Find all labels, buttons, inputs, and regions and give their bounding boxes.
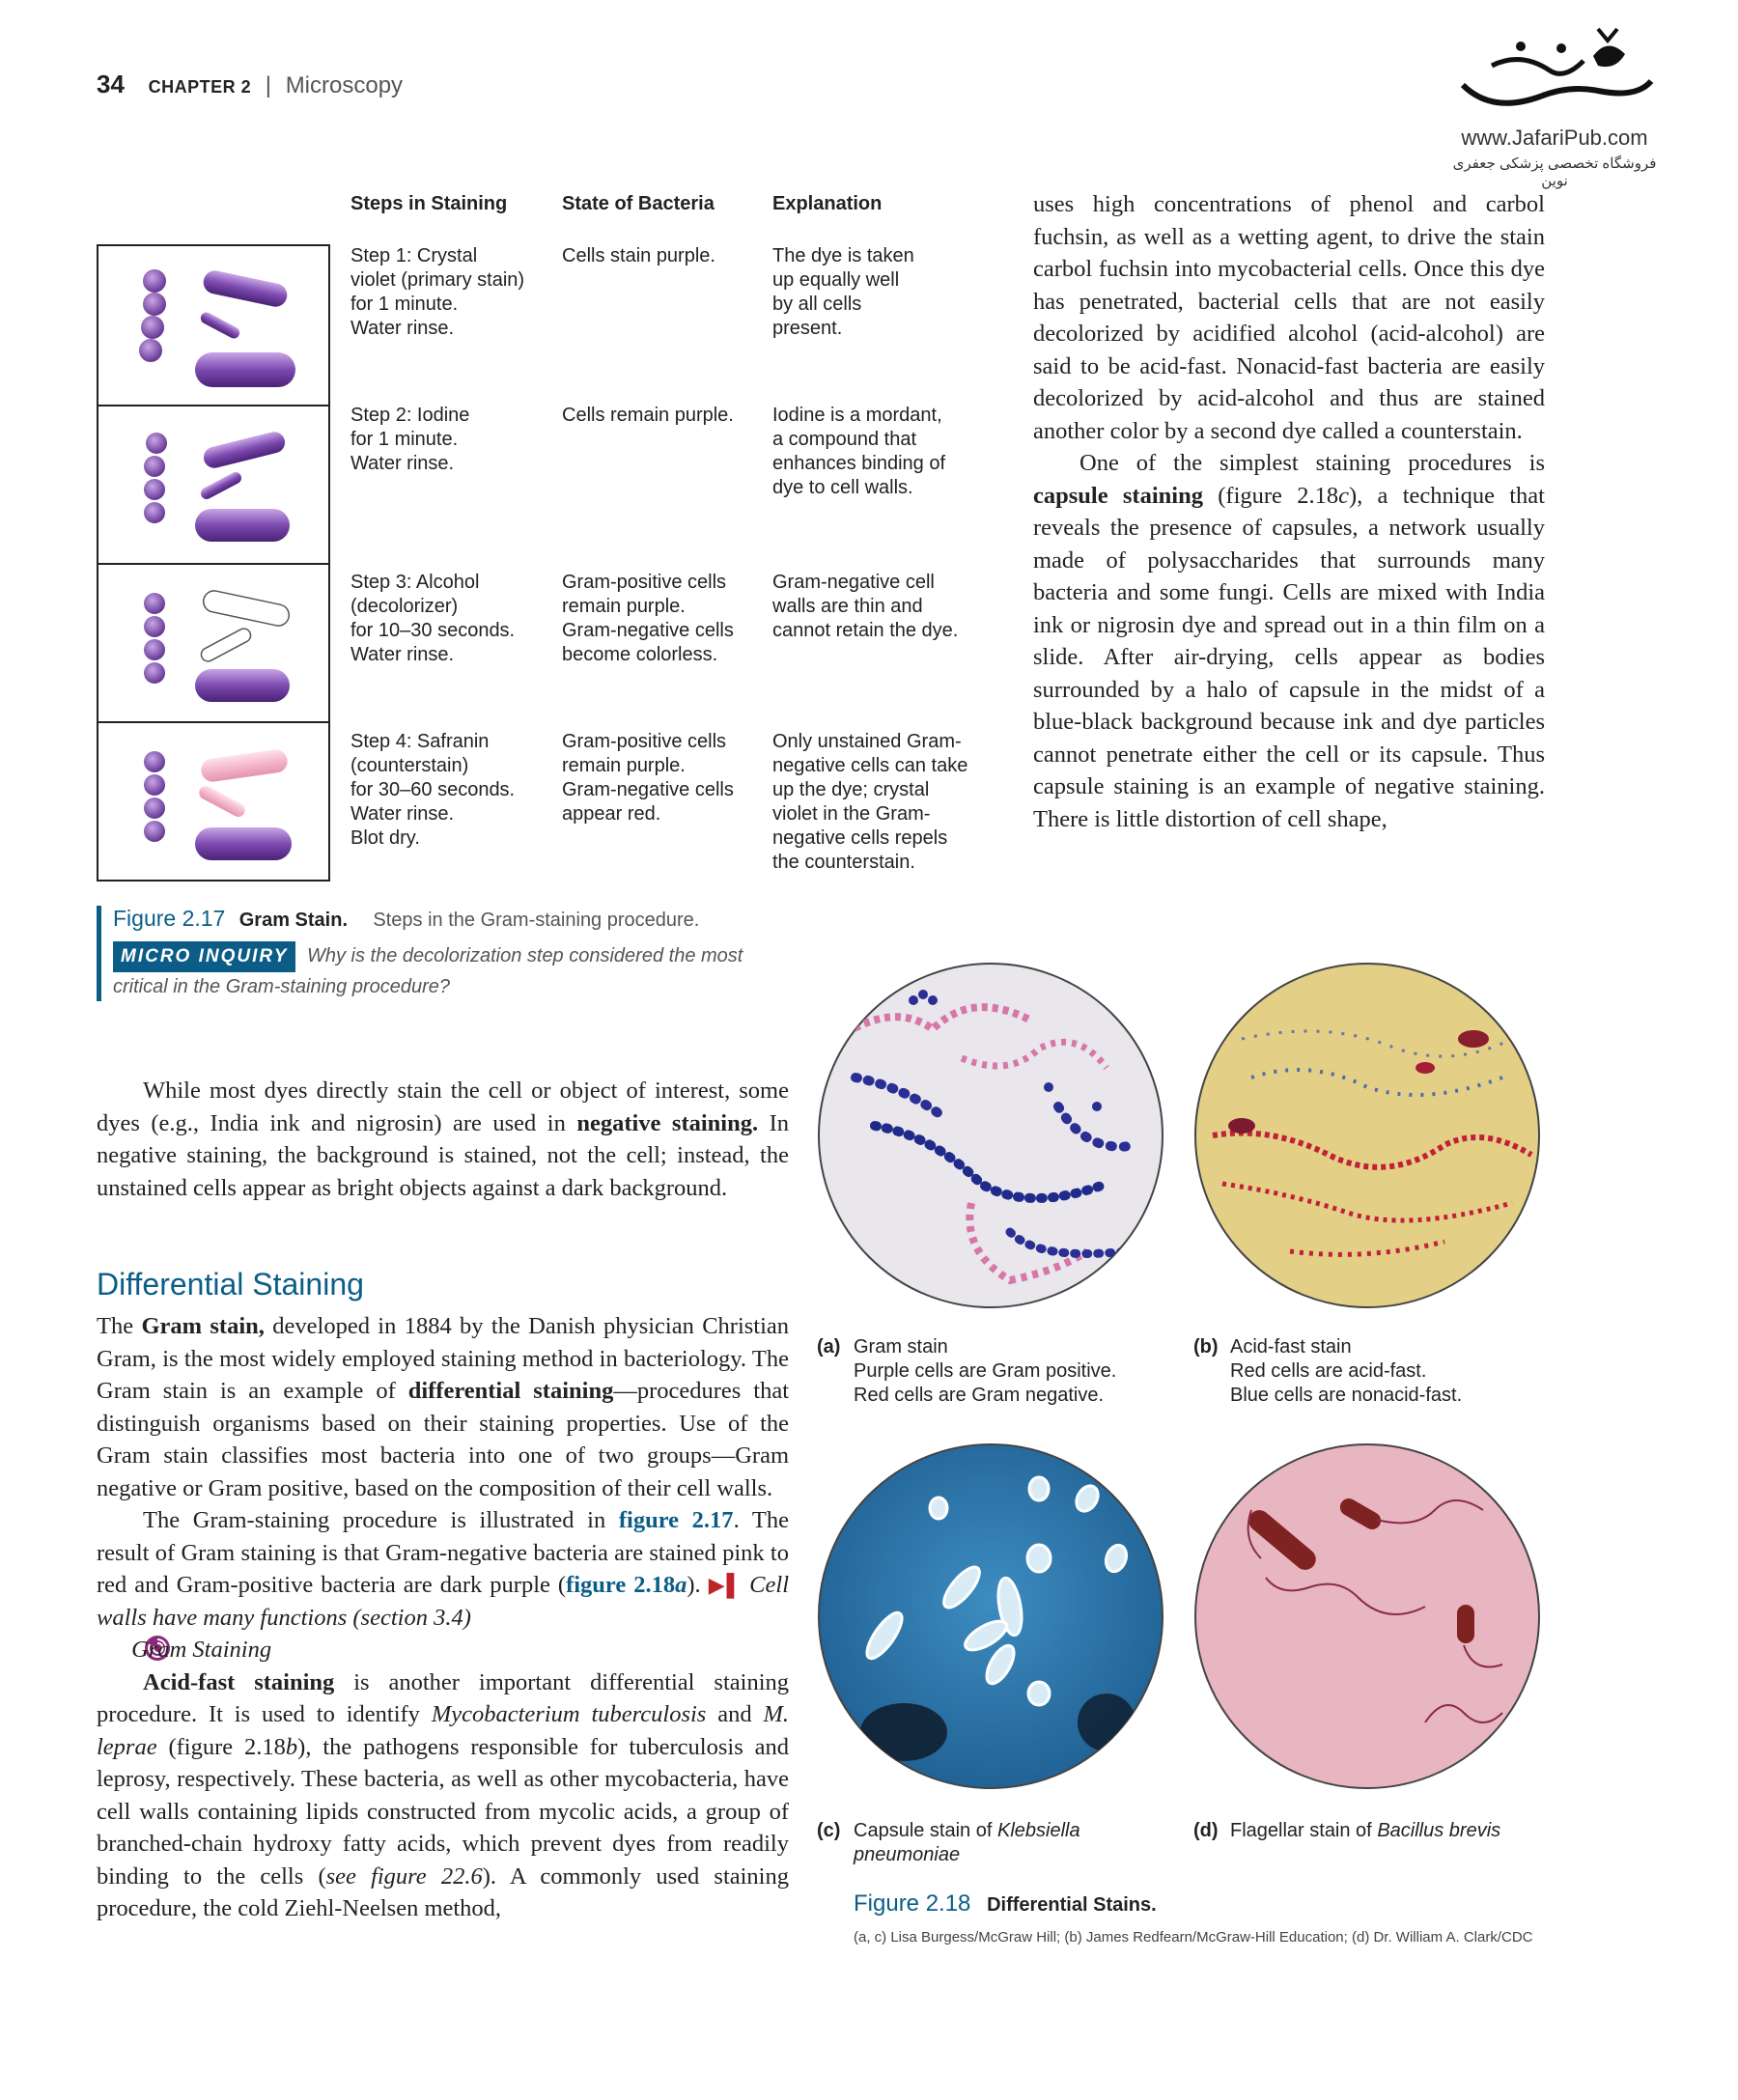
subcaption-a-text: Gram stain Purple cells are Gram positive. Red cells are Gram negative. [854, 1336, 1117, 1406]
step3-state: Gram-positive cells remain purple. Gram-negative cells become colorless. [562, 572, 734, 665]
gram-text-e: —procedures that distinguish organisms based on their staining properties. Use of the Gram stain classifies most bacteria into one of two groups—Gram negative or Gram positive, based on the composition of their cell walls. [97, 1378, 790, 1501]
step1-text: Step 1: Crystal violet (primary stain) for 1 minute. Water rinse. [350, 245, 525, 339]
acid-fast-continued: uses high concentrations of phenol and carbol fuchsin, as well as a wetting agent, to drive the stain carbol fuchsin into mycobacterial cells. Once this dye has penetrated, bacterial cells that are not easily decolorized by acidified alcohol (acid-alcohol) are said to be acid-fast. Nonacid-fast bacteria are easily decolorized by acid-alcohol and thus are stained another color by a second dye called a counterstain. [1033, 191, 1545, 444]
running-header [97, 70, 403, 99]
figure-2-18a-link[interactable] [566, 1572, 687, 1598]
subcaption-d [1193, 1819, 1219, 1843]
bacteria-counterstained-icon [98, 721, 328, 880]
figure-label: Figure 2.18 [854, 1890, 971, 1917]
negative-staining-paragraph [97, 1075, 789, 1204]
col-header-steps: Steps in Staining [350, 193, 508, 214]
subcaption-c-prefix: Capsule stain of [854, 1820, 993, 1841]
logo-url: www.JafariPub.com [1461, 126, 1648, 150]
micro-inquiry-q1: Why is the decolorization step considered the most [307, 945, 743, 966]
micro-inquiry-badge: MICRO INQUIRY [113, 941, 295, 972]
subcaption-d-prefix: Flagellar stain of [1230, 1820, 1372, 1841]
neg-text-1: While most dyes directly stain the cell or object of interest, some dyes (e.g., India ink and nigrosin) are used in [97, 1078, 789, 1136]
af-text-d: and [717, 1701, 752, 1727]
play-arrow-icon[interactable]: ▶▌ [708, 1573, 743, 1597]
proc-text-e: ). [687, 1572, 701, 1598]
neg-text-2: In negative staining, the background is stained, not the cell; instead, the unstained cells appear as bright objects against a dark background. [97, 1109, 790, 1201]
subcaption-c [817, 1819, 840, 1843]
capsule-term: capsule staining [1033, 482, 1203, 509]
chapter-label: CHAPTER 2 [148, 77, 252, 97]
section-title: Microscopy [285, 72, 404, 98]
animation-link[interactable]: Gram Staining [131, 1637, 272, 1663]
acid-fast-term: Acid-fast staining [143, 1668, 335, 1695]
af-text-g: ), the pathogens responsible for tuberculosis and leprosy, respectively. These bacteria, as well as other mycobacteria, have cell walls containing lipids constructed from mycolic acids, a group of branched-chain hydroxy fatty acids, which prevent dyes from readily binding to the cells ( [97, 1733, 789, 1890]
logo-tagline: فروشگاه تخصصی پزشکی جعفری نوین [1452, 155, 1657, 189]
species-bacillus: Bacillus brevis [1377, 1820, 1501, 1841]
capsule-text-a: One of the simplest staining procedures is [1079, 450, 1545, 476]
af-text-b: is another important differential staining procedure. It is used to identify [97, 1668, 790, 1727]
subcaption-b-label: (b) [1193, 1336, 1219, 1358]
bacteria-decolorized-icon [98, 563, 328, 721]
gram-stain-micrograph [817, 962, 1164, 1309]
af-text-i: ). A commonly used staining procedure, the cold Ziehl-Neelsen method, [97, 1862, 789, 1921]
proc-text-c: . The result of Gram staining is that Gram-negative bacteria are stained pink to red and Gram-positive bacteria are dark purple ( [97, 1507, 789, 1598]
micro-inquiry-q2: critical in the Gram-staining procedure? [113, 976, 451, 997]
right-column-paragraphs [1033, 188, 1545, 835]
species-m-tuberculosis: Mycobacterium tuberculosis [431, 1701, 707, 1727]
step4-state: Gram-positive cells remain purple. Gram-negative cells appear red. [562, 731, 734, 825]
subcaption-b [1193, 1335, 1219, 1359]
step4-illustration [98, 721, 328, 880]
flagellar-stain-micrograph [1193, 1442, 1541, 1790]
step1-state: Cells stain purple. [562, 245, 715, 266]
step2-illustration [98, 405, 328, 565]
step2-text: Step 2: Iodine for 1 minute. Water rinse. [350, 405, 470, 474]
col-header-explanation: Explanation [772, 193, 883, 214]
subcaption-a [817, 1335, 840, 1359]
subcaption-d-text [1230, 1819, 1500, 1843]
step2-explanation: Iodine is a mordant, a compound that enhances binding of dye to cell walls. [772, 405, 946, 498]
step2-state: Cells remain purple. [562, 405, 734, 426]
subcaption-c-label: (c) [817, 1820, 841, 1841]
neg-term: negative staining. [576, 1109, 759, 1136]
proc-text-a: The Gram-staining procedure is illustrated in [143, 1507, 606, 1533]
gram-text-a: The [97, 1313, 134, 1339]
gram-text-c: developed in 1884 by the Danish physician Christian Gram, is the most widely employed staining method in bacteriology. The Gram stain is an example of [97, 1313, 790, 1404]
acid-fast-micrograph [1193, 962, 1541, 1309]
page-number: 34 [97, 70, 125, 98]
gram-stain-illustrations [97, 244, 330, 882]
differential-term: differential staining [407, 1378, 614, 1404]
section-heading: Differential Staining [97, 1267, 364, 1302]
see-figure-link[interactable]: see figure 22.6 [325, 1862, 483, 1890]
step4-text: Step 4: Safranin (counterstain) for 30–60 seconds. Water rinse. Blot dry. [350, 731, 516, 849]
figure-title: Gram Stain. [238, 910, 349, 931]
figure-2-18-link-text: figure 2.18 [566, 1572, 676, 1598]
figure-panel-a: a [675, 1572, 687, 1598]
section-reference-link[interactable]: Cell walls have many functions (section 3.4) [97, 1572, 790, 1631]
figure-label: Figure 2.17 [113, 906, 226, 931]
logo-mark-icon [1453, 27, 1656, 119]
figure-panel-b: b [285, 1733, 298, 1760]
capsule-text-c: (figure 2.18 [1218, 482, 1339, 509]
step1-explanation: The dye is taken up equally well by all cells present. [772, 245, 914, 339]
photo-credit: (a, c) Lisa Burgess/McGraw Hill; (b) James Redfearn/McGraw-Hill Education; (d) Dr. William A. Clark/CDC [854, 1929, 1533, 1946]
species-klebsiella: Klebsiella pneumoniae [854, 1820, 1080, 1865]
step4-explanation: Only unstained Gram- negative cells can take up the dye; crystal violet in the Gram- negative cells repels the counterstain. [772, 731, 968, 873]
header-separator: | [265, 72, 272, 98]
subcaption-b-text: Acid-fast stain Red cells are acid-fast. Blue cells are nonacid-fast. [1230, 1336, 1463, 1406]
capsule-text-d: ), a technique that reveals the presence of capsules, a network usually made of polysaccharides that surrounds many bacteria and some fungi. Cells are mixed with India ink or nigrosin dye and spread out in a thin film on a slide. After air-drying, cells appear as bodies surrounded by a halo of capsule in the midst of a blue-black background because ink and dye particles cannot penetrate either the cell or its capsule. Thus capsule staining is an example of negative staining. There is little distortion of cell shape, [1033, 482, 1545, 832]
figure-2-18-caption [854, 1890, 1157, 1918]
figure-2-17-caption [97, 906, 808, 1001]
species-m-leprae: M. leprae [97, 1701, 790, 1760]
col-header-state: State of Bacteria [562, 193, 715, 214]
figure-title: Differential Stains. [987, 1894, 1157, 1916]
gram-term: Gram stain, [141, 1313, 265, 1339]
gram-stain-paragraphs [97, 1310, 789, 1925]
capsule-stain-micrograph [817, 1442, 1164, 1790]
subcaption-a-label: (a) [817, 1336, 841, 1358]
bacteria-purple-icon [98, 246, 328, 405]
figure-panel-c: c [1338, 482, 1349, 509]
af-text-f: (figure 2.18 [168, 1733, 286, 1760]
subcaption-d-label: (d) [1193, 1820, 1219, 1841]
step3-explanation: Gram-negative cell walls are thin and cannot retain the dye. [772, 572, 959, 641]
step1-illustration [98, 246, 328, 406]
subcaption-c-text [854, 1819, 1080, 1867]
figure-desc: Steps in the Gram-staining procedure. [373, 910, 700, 931]
step3-illustration [98, 563, 328, 723]
bacteria-purple-icon [98, 405, 328, 563]
step3-text: Step 3: Alcohol (decolorizer) for 10–30 seconds. Water rinse. [350, 572, 516, 665]
publisher-logo [1448, 27, 1661, 189]
animation-spiral-icon[interactable] [97, 1634, 126, 1663]
figure-2-17-link[interactable]: figure 2.17 [618, 1507, 734, 1533]
